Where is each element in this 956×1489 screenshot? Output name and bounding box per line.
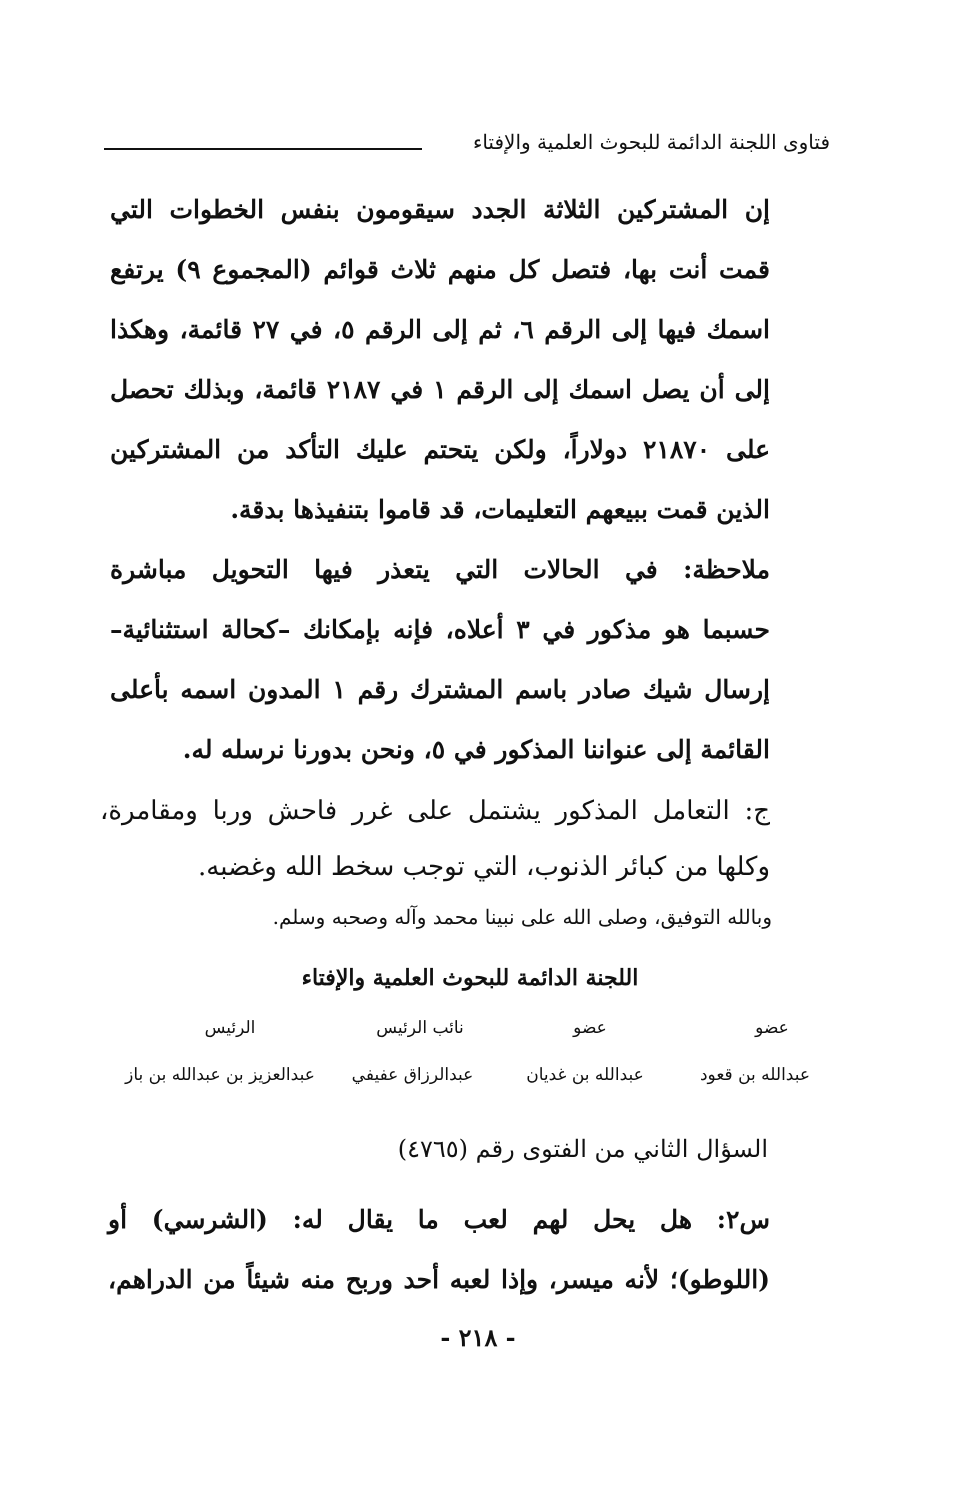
text-line: اسمك فيها إلى الرقم ٦، ثم إلى الرقم ٥، في ٢٧ قائمة، وهكذا [110,315,770,344]
signature-title: عضو [755,1018,789,1038]
paragraph-scheme-explanation [110,180,770,540]
text-line: إرسال شيك صادر باسم المشترك رقم ١ المدون اسمه بأعلى [110,675,770,704]
signature-name: عبدالله بن قعود [699,1065,810,1085]
text-line: (اللوطو)؛ لأنه ميسر، وإذا لعبه أحد وربح منه شيئاً من الدراهم، [108,1265,770,1294]
header-title: فتاوى اللجنة الدائمة للبحوث العلمية والإفتاء [472,130,830,154]
answer-paragraph [100,783,770,895]
text-line: إلى أن يصل اسمك إلى الرقم ١ في ٢١٨٧ قائمة، وبذلك تحصل [110,375,770,404]
text-line: قمت أنت بها، فتصل كل منهم ثلاث قوائم (المجموع ٩) يرتفع [110,255,770,284]
committee-name: اللجنة الدائمة للبحوث العلمية والإفتاء [301,965,639,991]
text-line: ج: التعامل المذكور يشتمل على غرر فاحش وربا ومقامرة، [100,796,770,826]
text-line: القائمة إلى عنواننا المذكور في ٥، ونحن بدورنا نرسله له. [182,735,770,764]
text-line: على ٢١٨٧٠ دولاراً، ولكن يتحتم عليك التأكد من المشتركين [110,435,771,464]
text-line: ملاحظة: في الحالات التي يتعذر فيها التحويل مباشرة [110,555,770,584]
text-line: وكلها من كبائر الذنوب، التي توجب سخط الله وغضبه. [198,852,770,882]
running-header [104,130,830,170]
signature-title: الرئيس [204,1018,256,1038]
question-paragraph [108,1190,770,1310]
text-line: حسبما هو مذكور في ٣ أعلاه، فإنه بإمكانك –كحالة استثنائية– [110,615,770,644]
fatwa-reference: السؤال الثاني من الفتوى رقم (٤٧٦٥) [397,1135,768,1163]
signature-title: نائب الرئيس [376,1018,464,1038]
closing-formula: وبالله التوفيق، وصلى الله على نبينا محمد وآله وصحبه وسلم. [272,905,772,929]
signature-name: عبدالله بن غديان [526,1065,644,1085]
text-line: الذين قمت ببيعهم التعليمات، قد قاموا بتنفيذها بدقة. [230,495,770,524]
signature-name: عبدالرزاق عفيفي [351,1065,474,1085]
header-rule [104,148,422,150]
text-line: س٢: هل يحل لهم لعب ما يقال له: (الشرسي) أو [108,1205,770,1234]
signature-name: عبدالعزيز بن عبدالله بن باز [125,1065,315,1085]
text-line: إن المشتركين الثلاثة الجدد سيقومون بنفس الخطوات التي [110,195,770,224]
signature-title: عضو [573,1018,607,1038]
paragraph-note [110,540,770,780]
page-number: - ٢١٨ - [440,1323,516,1352]
